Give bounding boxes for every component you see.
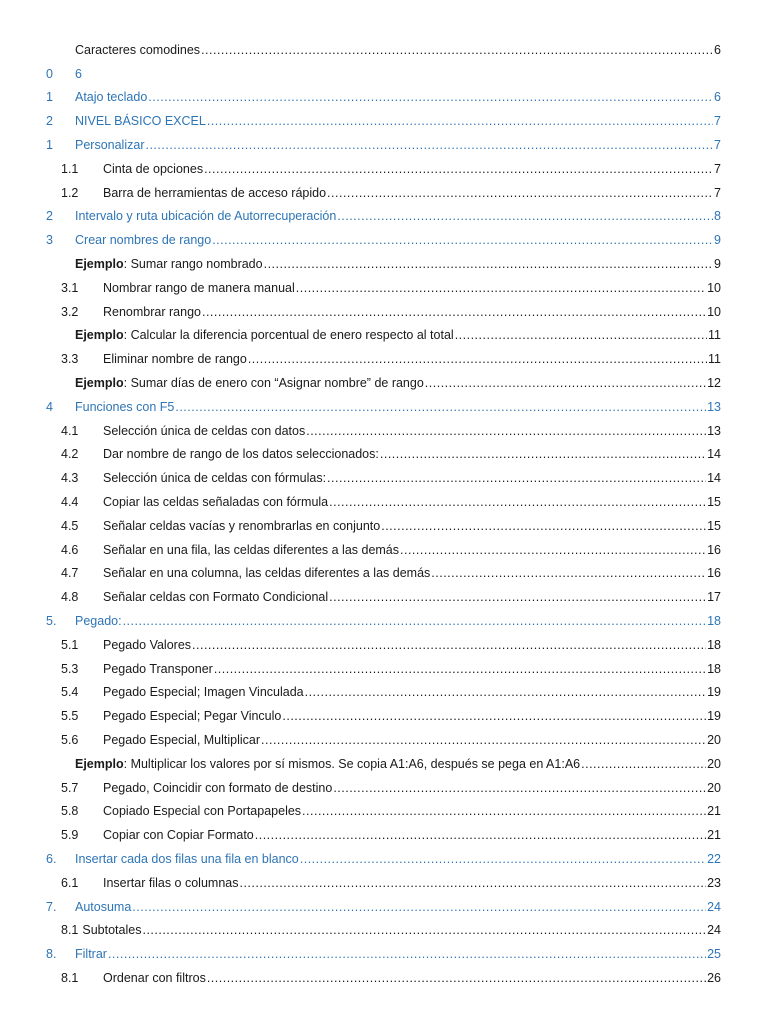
toc-entry-title: NIVEL BÁSICO EXCEL	[75, 114, 206, 129]
toc-dot-leader	[581, 757, 706, 771]
toc-entry[interactable]	[0, 681, 768, 705]
toc-page-number: 22	[707, 851, 721, 866]
toc-entry[interactable]	[0, 466, 768, 490]
toc-entry-number: 4.1	[61, 423, 79, 438]
toc-entry-number: 1	[46, 90, 53, 105]
toc-dot-leader	[261, 733, 706, 747]
toc-entry[interactable]	[0, 585, 768, 609]
toc-entry-title: Copiado Especial con Portapapeles	[103, 804, 302, 819]
toc-entry-label-bold: Ejemplo	[75, 328, 124, 343]
toc-page-number: 15	[707, 518, 721, 533]
toc-page-number: 16	[707, 542, 721, 557]
toc-page-number: 23	[707, 875, 721, 890]
toc-page-number: 10	[707, 304, 721, 319]
toc-heading-entry[interactable]	[0, 133, 768, 157]
toc-dot-leader	[380, 447, 706, 461]
toc-heading-entry[interactable]	[0, 205, 768, 229]
toc-entry-title: Crear nombres de rango	[75, 233, 212, 248]
toc-entry-title: Funciones con F5	[75, 399, 175, 414]
toc-entry-number: 5.5	[61, 709, 79, 724]
toc-dot-leader	[327, 471, 706, 485]
toc-entry-title-text: : Sumar días de enero con “Asignar nombre” de rango	[123, 376, 424, 391]
toc-dot-leader	[329, 495, 706, 509]
toc-entry[interactable]	[0, 657, 768, 681]
toc-entry-title: Pegado Especial; Imagen Vinculada	[103, 685, 304, 700]
toc-entry[interactable]	[0, 538, 768, 562]
toc-page-number: 14	[707, 471, 721, 486]
toc-entry-number: 1.2	[61, 185, 79, 200]
toc-dot-leader	[255, 828, 706, 842]
toc-page-number: 7	[714, 114, 721, 129]
toc-entry-title: 6	[75, 66, 82, 81]
toc-entry-number: 5.	[46, 614, 57, 629]
toc-entry-title: Subtotales	[82, 923, 142, 938]
toc-page-number: 24	[707, 899, 721, 914]
toc-entry-number: 8.	[46, 947, 57, 962]
toc-dot-leader	[142, 923, 706, 937]
toc-page-number: 13	[707, 399, 721, 414]
toc-entry[interactable]	[0, 490, 768, 514]
toc-entry[interactable]	[0, 38, 768, 62]
toc-dot-leader	[431, 566, 706, 580]
toc-heading-entry[interactable]	[0, 109, 768, 133]
toc-page-number: 12	[707, 376, 721, 391]
toc-heading-entry[interactable]	[0, 847, 768, 871]
toc-entry[interactable]	[0, 276, 768, 300]
toc-entry[interactable]	[0, 704, 768, 728]
toc-entry-title: Intervalo y ruta ubicación de Autorrecuperación	[75, 209, 337, 224]
toc-dot-leader	[300, 852, 706, 866]
toc-heading-entry[interactable]	[0, 62, 768, 86]
toc-entry[interactable]	[0, 776, 768, 800]
toc-dot-leader	[175, 400, 706, 414]
toc-dot-leader	[400, 543, 706, 557]
toc-entry-title	[75, 376, 424, 390]
toc-entry-title: Personalizar	[75, 138, 145, 153]
toc-entry-number: 5.1	[61, 637, 79, 652]
toc-dot-leader	[204, 162, 713, 176]
toc-entry-title: Selección única de celdas con fórmulas:	[103, 471, 327, 486]
toc-dot-leader	[201, 43, 713, 57]
toc-entry-number: 8.1	[61, 923, 79, 938]
toc-entry-number: 5.9	[61, 828, 79, 843]
toc-entry-title: Pegado:	[75, 614, 122, 629]
toc-entry[interactable]	[0, 514, 768, 538]
toc-entry-number: 3.3	[61, 352, 79, 367]
toc-dot-leader	[148, 90, 713, 104]
toc-entry-number: 3	[46, 233, 53, 248]
toc-dot-leader	[455, 328, 707, 342]
toc-entry-number: 1.1	[61, 161, 79, 176]
toc-page-number: 13	[707, 423, 721, 438]
toc-entry-number: 4.8	[61, 590, 79, 605]
toc-dot-leader	[302, 804, 706, 818]
toc-entry-title-text: : Multiplicar los valores por sí mismos. Se copia A1:A6, después se pega en A1:A6	[123, 756, 581, 771]
toc-page-number: 24	[707, 923, 721, 938]
toc-page-number: 20	[707, 756, 721, 771]
toc-page-number: 19	[707, 709, 721, 724]
toc-dot-leader	[381, 519, 706, 533]
toc-heading-entry[interactable]	[0, 942, 768, 966]
toc-entry-title-text: : Calcular la diferencia porcentual de enero respecto al total	[123, 328, 454, 343]
toc-entry[interactable]	[0, 181, 768, 205]
toc-entry-number: 4.2	[61, 447, 79, 462]
toc-entry-title: Señalar celdas con Formato Condicional	[103, 590, 329, 605]
toc-entry-title: Cinta de opciones	[103, 161, 204, 176]
toc-page-number: 11	[708, 352, 721, 367]
toc-entry-number: 5.6	[61, 733, 79, 747]
toc-entry-number: 5.7	[61, 780, 79, 795]
toc-entry-number: 4.5	[61, 518, 79, 533]
toc-dot-leader	[132, 900, 706, 914]
toc-dot-leader	[145, 138, 713, 152]
toc-dot-leader	[425, 376, 706, 390]
toc-entry-title: Insertar filas o columnas	[103, 875, 239, 890]
toc-dot-leader	[333, 781, 706, 795]
toc-entry-title: Pegado Especial; Pegar Vinculo	[103, 709, 282, 724]
toc-heading-entry[interactable]	[0, 228, 768, 252]
toc-entry[interactable]	[0, 800, 768, 824]
toc-page-number: 20	[707, 733, 721, 747]
toc-entry-number: 8.1	[61, 970, 79, 985]
toc-dot-leader	[239, 876, 706, 890]
toc-entry[interactable]	[0, 966, 768, 990]
toc-entry-title: Pegado Transponer	[103, 661, 213, 676]
toc-entry-title: Atajo teclado	[75, 90, 148, 105]
toc-heading-entry[interactable]	[0, 86, 768, 110]
toc-page-number: 21	[707, 804, 721, 819]
toc-page-number: 7	[714, 138, 721, 153]
toc-entry[interactable]	[0, 324, 768, 348]
toc-entry-title: Copiar con Copiar Formato	[103, 828, 254, 843]
toc-dot-leader	[202, 305, 706, 319]
toc-entry[interactable]	[0, 562, 768, 586]
toc-entry-title: Copiar las celdas señaladas con fórmula	[103, 495, 329, 510]
toc-entry-number: 4.3	[61, 471, 79, 486]
toc-entry-label-bold: Ejemplo	[75, 257, 124, 272]
toc-entry-number: 5.4	[61, 685, 79, 700]
toc-entry-title: Caracteres comodines	[75, 42, 201, 57]
toc-dot-leader	[337, 209, 713, 223]
toc-entry[interactable]	[0, 419, 768, 443]
toc-entry-title	[75, 328, 454, 342]
toc-dot-leader	[329, 590, 706, 604]
toc-entry[interactable]	[0, 752, 768, 776]
toc-dot-leader	[282, 709, 706, 723]
toc-entry-title: Señalar en una columna, las celdas diferentes a las demás	[103, 566, 431, 581]
toc-entry-title: Eliminar nombre de rango	[103, 352, 247, 367]
toc-entry-number: 4	[46, 399, 53, 414]
toc-page-number: 9	[714, 233, 721, 248]
toc-dot-leader	[327, 186, 713, 200]
toc-entry-title: Selección única de celdas con datos	[103, 423, 306, 438]
toc-dot-leader	[214, 662, 706, 676]
toc-entry-title: Insertar cada dos filas una fila en blanco	[75, 851, 299, 866]
toc-heading-entry[interactable]	[0, 395, 768, 419]
toc-entry-title: Pegado Especial, Multiplicar	[103, 733, 261, 747]
toc-entry-number: 4.7	[61, 566, 79, 581]
toc-page-number: 14	[707, 447, 721, 462]
toc-entry[interactable]	[0, 443, 768, 467]
toc-page-number: 9	[714, 257, 721, 272]
toc-entry-number: 3.2	[61, 304, 79, 319]
toc-page-number: 18	[707, 637, 721, 652]
toc-dot-leader	[123, 614, 707, 628]
toc-heading-entry[interactable]	[0, 895, 768, 919]
toc-entry-title: Señalar celdas vacías y renombrarlas en conjunto	[103, 518, 381, 533]
toc-entry[interactable]	[0, 371, 768, 395]
toc-entry-title-text: : Sumar rango nombrado	[123, 257, 263, 272]
toc-entry-title: Nombrar rango de manera manual	[103, 280, 295, 295]
toc-entry-number: 3.1	[61, 280, 79, 295]
toc-entry[interactable]	[0, 823, 768, 847]
toc-page-number: 6	[714, 90, 721, 105]
toc-entry[interactable]	[0, 871, 768, 895]
toc-entry-number: 2	[46, 209, 53, 224]
toc-entry[interactable]	[0, 633, 768, 657]
toc-entry[interactable]	[0, 300, 768, 324]
toc-entry-number: 5.8	[61, 804, 79, 819]
toc-entry-number: 7.	[46, 899, 57, 914]
toc-dot-leader	[192, 638, 706, 652]
toc-entry-title: Pegado Valores	[103, 637, 192, 652]
toc-dot-leader	[108, 947, 706, 961]
toc-dot-leader	[306, 424, 706, 438]
toc-entry-number: 6.1	[61, 875, 79, 890]
toc-entry-number: 0	[46, 66, 53, 81]
toc-entry-title: Autosuma	[75, 899, 132, 914]
toc-entry[interactable]	[0, 918, 768, 942]
toc-page-number: 25	[707, 947, 721, 962]
toc-page-number: 8	[714, 209, 721, 224]
toc-dot-leader	[264, 257, 713, 271]
toc-entry[interactable]	[0, 728, 768, 752]
toc-entry-number: 1	[46, 138, 53, 153]
toc-entry-number: 4.6	[61, 542, 79, 557]
toc-entry-label-bold: Ejemplo	[75, 756, 124, 771]
toc-entry[interactable]	[0, 252, 768, 276]
toc-page-number: 17	[707, 590, 721, 605]
toc-entry-title: Ordenar con filtros	[103, 970, 206, 985]
toc-entry-title: Pegado, Coincidir con formato de destino	[103, 780, 333, 795]
toc-entry-number: 4.4	[61, 495, 79, 510]
toc-entry-label-bold: Ejemplo	[75, 376, 124, 391]
toc-page-number: 20	[707, 780, 721, 795]
toc-page-number: 11	[708, 328, 721, 343]
toc-page-number: 21	[707, 828, 721, 843]
toc-page-number: 7	[714, 161, 721, 176]
toc-entry-number: 2	[46, 114, 53, 129]
toc-page-number: 19	[707, 685, 721, 700]
toc-entry-number: 6.	[46, 851, 57, 866]
toc-dot-leader	[248, 352, 707, 366]
toc-entry[interactable]	[0, 347, 768, 371]
toc-entry-title: Renombrar rango	[103, 304, 201, 319]
toc-page-number: 15	[707, 495, 721, 510]
toc-dot-leader	[207, 971, 706, 985]
toc-heading-entry[interactable]	[0, 609, 768, 633]
toc-page-number: 10	[707, 280, 721, 295]
toc-entry-number: 5.3	[61, 661, 79, 676]
toc-entry-title: Barra de herramientas de acceso rápido	[103, 185, 327, 200]
toc-page-number: 7	[714, 185, 721, 200]
table-of-contents	[0, 38, 768, 990]
toc-entry-title	[75, 757, 580, 771]
toc-dot-leader	[296, 281, 706, 295]
toc-page-number: 6	[714, 42, 721, 57]
toc-entry-title	[75, 257, 263, 271]
toc-dot-leader	[207, 114, 713, 128]
toc-dot-leader	[212, 233, 713, 247]
toc-page-number: 16	[707, 566, 721, 581]
toc-entry-title: Dar nombre de rango de los datos seleccionados:	[103, 447, 379, 462]
toc-page-number: 26	[707, 970, 721, 985]
toc-entry-title: Filtrar	[75, 947, 107, 962]
toc-page-number: 18	[707, 614, 721, 629]
toc-entry-title: Señalar en una fila, las celdas diferentes a las demás	[103, 542, 400, 557]
toc-entry[interactable]	[0, 157, 768, 181]
toc-page-number: 18	[707, 661, 721, 676]
toc-dot-leader	[305, 685, 706, 699]
